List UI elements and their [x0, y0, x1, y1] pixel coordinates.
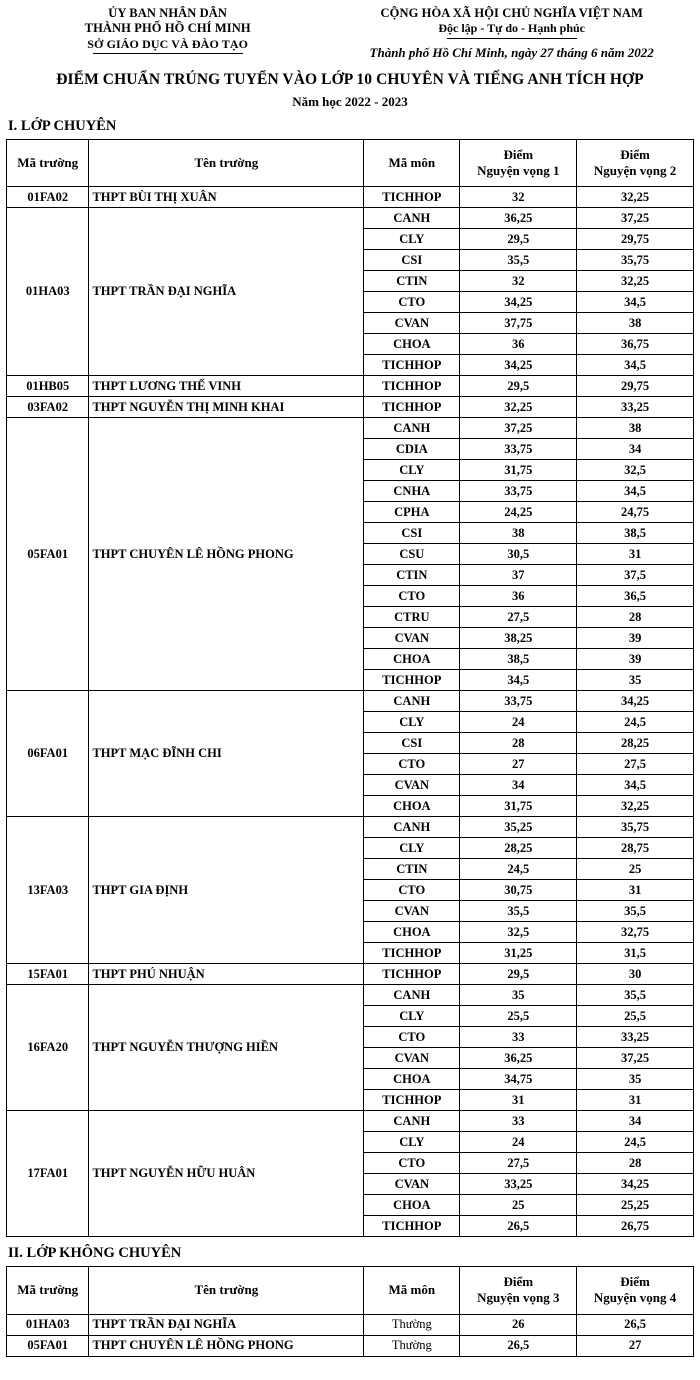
col-header-nv1-line1: Điểm: [503, 146, 534, 162]
score-nv2: 25,5: [577, 1006, 694, 1027]
score-nv1: 27,5: [460, 1153, 577, 1174]
table-row: [7, 187, 694, 208]
col-header-nv1: [460, 139, 577, 187]
subject-code: CSI: [364, 733, 460, 754]
subject-code: CLY: [364, 1006, 460, 1027]
score-nv4: 26,5: [577, 1314, 694, 1335]
score-nv1: 25,5: [460, 1006, 577, 1027]
school-name: THPT TRẦN ĐẠI NGHĨA: [89, 1314, 364, 1335]
score-nv2: 37,25: [577, 1048, 694, 1069]
col-header-nv3: [460, 1267, 577, 1315]
school-code: 01HA03: [7, 1314, 89, 1335]
header-left-block: [6, 6, 329, 61]
score-nv2: 39: [577, 649, 694, 670]
score-nv1: 38: [460, 523, 577, 544]
score-nv2: 34: [577, 1111, 694, 1132]
score-nv4: 27: [577, 1335, 694, 1356]
table-lop-chuyen: [6, 139, 694, 1238]
school-name: THPT NGUYỄN HỮU HUÂN: [89, 1111, 364, 1237]
subject-code: CVAN: [364, 775, 460, 796]
school-name: THPT PHÚ NHUẬN: [89, 964, 364, 985]
subject-code: CTO: [364, 1153, 460, 1174]
subject-code: CVAN: [364, 628, 460, 649]
table-header-row: [7, 1267, 694, 1315]
subject-code: CVAN: [364, 313, 460, 334]
score-nv1: 29,5: [460, 964, 577, 985]
subject-code: TICHHOP: [364, 187, 460, 208]
score-nv2: 35,75: [577, 817, 694, 838]
subject-code: CTO: [364, 586, 460, 607]
table-header-row: [7, 139, 694, 187]
score-nv1: 37,25: [460, 418, 577, 439]
school-name: THPT CHUYÊN LÊ HỒNG PHONG: [89, 1335, 364, 1356]
score-nv2: 39: [577, 628, 694, 649]
school-name: THPT BÙI THỊ XUÂN: [89, 187, 364, 208]
agency-line-1: ỦY BAN NHÂN DÂN: [108, 6, 228, 20]
score-nv1: 36,25: [460, 208, 577, 229]
subject-code: TICHHOP: [364, 355, 460, 376]
score-nv1: 31: [460, 1090, 577, 1111]
school-code: 16FA20: [7, 985, 89, 1111]
subject-code: TICHHOP: [364, 943, 460, 964]
page-subtitle: Năm học 2022 - 2023: [292, 93, 408, 109]
table-row: [7, 208, 694, 229]
score-nv1: 33: [460, 1111, 577, 1132]
score-nv1: 26,5: [460, 1216, 577, 1237]
subject-code: CPHA: [364, 502, 460, 523]
subject-code: CSU: [364, 544, 460, 565]
score-nv1: 35: [460, 985, 577, 1006]
score-nv1: 28: [460, 733, 577, 754]
subject-code: CNHA: [364, 481, 460, 502]
col-header-school: Tên trường: [89, 1267, 364, 1315]
subject-code: CLY: [364, 229, 460, 250]
subject-code: CVAN: [364, 1174, 460, 1195]
subject-code: CHOA: [364, 649, 460, 670]
score-nv2: 38,5: [577, 523, 694, 544]
section-heading-khong-chuyen: II. LỚP KHÔNG CHUYÊN: [8, 1245, 182, 1262]
subject-code: CDIA: [364, 439, 460, 460]
score-nv2: 35: [577, 670, 694, 691]
score-nv2: 25: [577, 859, 694, 880]
table-row: [7, 691, 694, 712]
table-row: [7, 1335, 694, 1356]
score-nv3: 26: [460, 1314, 577, 1335]
page-title: ĐIỂM CHUẨN TRÚNG TUYỂN VÀO LỚP 10 CHUYÊN VÀ TIẾNG ANH TÍCH HỢP: [56, 70, 644, 88]
subject-code: CVAN: [364, 1048, 460, 1069]
score-nv2: 31: [577, 1090, 694, 1111]
score-nv2: 37,5: [577, 565, 694, 586]
score-nv1: 33: [460, 1027, 577, 1048]
score-nv1: 34: [460, 775, 577, 796]
score-nv1: 31,75: [460, 796, 577, 817]
score-nv1: 31,75: [460, 460, 577, 481]
score-nv1: 34,25: [460, 355, 577, 376]
table-row: [7, 376, 694, 397]
score-nv1: 38,25: [460, 628, 577, 649]
subject-code: CLY: [364, 838, 460, 859]
subject-code: CLY: [364, 460, 460, 481]
score-nv2: 32,25: [577, 187, 694, 208]
school-name: THPT MẠC ĐĨNH CHI: [89, 691, 364, 817]
score-nv2: 35,5: [577, 901, 694, 922]
subject-code: TICHHOP: [364, 1090, 460, 1111]
score-nv2: 34,25: [577, 1174, 694, 1195]
score-nv2: 24,5: [577, 712, 694, 733]
score-nv2: 26,75: [577, 1216, 694, 1237]
col-header-school: Tên trường: [89, 139, 364, 187]
score-nv2: 37,25: [577, 208, 694, 229]
col-header-nv4-line2: Nguyện vọng 4: [593, 1290, 677, 1306]
document-header: [6, 6, 694, 61]
score-nv2: 32,25: [577, 796, 694, 817]
table-row: [7, 397, 694, 418]
subject-code: TICHHOP: [364, 376, 460, 397]
score-nv1: 30,75: [460, 880, 577, 901]
school-name: THPT GIA ĐỊNH: [89, 817, 364, 964]
subject-code: CANH: [364, 691, 460, 712]
subject-code: CTIN: [364, 859, 460, 880]
table-row: [7, 817, 694, 838]
subject-code: CANH: [364, 418, 460, 439]
col-header-nv3-line1: Điểm: [503, 1274, 534, 1290]
score-nv2: 24,75: [577, 502, 694, 523]
subject-code: TICHHOP: [364, 670, 460, 691]
subject-code: TICHHOP: [364, 1216, 460, 1237]
score-nv2: 32,75: [577, 922, 694, 943]
subject-code: CSI: [364, 523, 460, 544]
score-nv1: 33,75: [460, 439, 577, 460]
col-header-nv4-line1: Điểm: [620, 1274, 650, 1290]
score-nv1: 25: [460, 1195, 577, 1216]
score-nv2: 29,75: [577, 376, 694, 397]
score-nv1: 27: [460, 754, 577, 775]
subject-code: CTO: [364, 754, 460, 775]
score-nv1: 34,5: [460, 670, 577, 691]
score-nv2: 35,75: [577, 250, 694, 271]
subject-code: CLY: [364, 712, 460, 733]
school-code: 06FA01: [7, 691, 89, 817]
school-name: THPT TRẦN ĐẠI NGHĨA: [89, 208, 364, 376]
score-nv2: 34: [577, 439, 694, 460]
score-nv1: 29,5: [460, 229, 577, 250]
score-nv1: 35,5: [460, 250, 577, 271]
subject-code: CANH: [364, 1111, 460, 1132]
score-nv2: 31,5: [577, 943, 694, 964]
subject-code: CHOA: [364, 334, 460, 355]
score-nv1: 37: [460, 565, 577, 586]
score-nv1: 37,75: [460, 313, 577, 334]
score-nv2: 38: [577, 418, 694, 439]
section-heading-chuyen: I. LỚP CHUYÊN: [8, 117, 117, 134]
col-header-nv3-line2: Nguyện vọng 3: [477, 1290, 560, 1306]
score-nv1: 34,75: [460, 1069, 577, 1090]
score-nv2: 34,5: [577, 481, 694, 502]
score-nv2: 34,5: [577, 355, 694, 376]
score-nv1: 32,25: [460, 397, 577, 418]
col-header-code: Mã trường: [7, 139, 89, 187]
score-nv2: 31: [577, 880, 694, 901]
score-nv2: 38: [577, 313, 694, 334]
subject-code: CTRU: [364, 607, 460, 628]
score-nv1: 29,5: [460, 376, 577, 397]
score-nv2: 28: [577, 1153, 694, 1174]
school-name: THPT LƯƠNG THẾ VINH: [89, 376, 364, 397]
school-code: 01FA02: [7, 187, 89, 208]
col-header-nv2-line1: Điểm: [620, 146, 650, 162]
score-nv2: 35,5: [577, 985, 694, 1006]
subject-code: CANH: [364, 817, 460, 838]
score-nv2: 34,5: [577, 292, 694, 313]
score-nv1: 36: [460, 334, 577, 355]
header-right-block: [329, 6, 694, 61]
subject-code: CVAN: [364, 901, 460, 922]
school-code: 03FA02: [7, 397, 89, 418]
header-right-rule: [447, 38, 577, 39]
score-nv1: 27,5: [460, 607, 577, 628]
score-nv2: 29,75: [577, 229, 694, 250]
table-row: [7, 1314, 694, 1335]
school-code: 05FA01: [7, 418, 89, 691]
col-header-subject: Mã môn: [364, 139, 460, 187]
score-nv1: 24,25: [460, 502, 577, 523]
score-nv1: 24,5: [460, 859, 577, 880]
score-nv1: 24: [460, 1132, 577, 1153]
subject-code: CANH: [364, 985, 460, 1006]
subject-code: Thường: [364, 1314, 460, 1335]
school-name: THPT NGUYỄN THỊ MINH KHAI: [89, 397, 364, 418]
col-header-subject: Mã môn: [364, 1267, 460, 1315]
col-header-nv4: [577, 1267, 694, 1315]
school-code: 01HA03: [7, 208, 89, 376]
score-nv1: 33,75: [460, 481, 577, 502]
score-nv1: 32: [460, 271, 577, 292]
subject-code: CTO: [364, 292, 460, 313]
table-row: [7, 985, 694, 1006]
score-nv2: 33,25: [577, 1027, 694, 1048]
col-header-nv2: [577, 139, 694, 187]
school-code: 15FA01: [7, 964, 89, 985]
school-name: THPT NGUYỄN THƯỢNG HIỀN: [89, 985, 364, 1111]
score-nv2: 32,5: [577, 460, 694, 481]
score-nv1: 30,5: [460, 544, 577, 565]
agency-line-3: SỞ GIÁO DỤC VÀ ĐÀO TẠO: [87, 36, 249, 51]
national-title: CỘNG HÒA XÃ HỘI CHỦ NGHĨA VIỆT NAM: [380, 6, 643, 20]
document-date: Thành phố Hồ Chí Minh, ngày 27 tháng 6 năm 2022: [369, 44, 654, 60]
school-name: THPT CHUYÊN LÊ HỒNG PHONG: [89, 418, 364, 691]
score-nv2: 34,25: [577, 691, 694, 712]
subject-code: CHOA: [364, 922, 460, 943]
table-row: [7, 964, 694, 985]
score-nv2: 34,5: [577, 775, 694, 796]
col-header-code: Mã trường: [7, 1267, 89, 1315]
subject-code: Thường: [364, 1335, 460, 1356]
score-nv1: 35,5: [460, 901, 577, 922]
score-nv2: 35: [577, 1069, 694, 1090]
school-code: 13FA03: [7, 817, 89, 964]
subject-code: CTO: [364, 1027, 460, 1048]
table-lop-khong-chuyen: [6, 1266, 694, 1357]
score-nv1: 32: [460, 187, 577, 208]
score-nv1: 36,25: [460, 1048, 577, 1069]
score-nv1: 31,25: [460, 943, 577, 964]
table-row: [7, 1111, 694, 1132]
score-nv1: 38,5: [460, 649, 577, 670]
score-nv2: 36,5: [577, 586, 694, 607]
header-left-rule: [93, 53, 243, 54]
table-row: [7, 418, 694, 439]
subject-code: TICHHOP: [364, 964, 460, 985]
score-nv1: 32,5: [460, 922, 577, 943]
subject-code: CTO: [364, 880, 460, 901]
score-nv1: 24: [460, 712, 577, 733]
subject-code: CSI: [364, 250, 460, 271]
score-nv2: 32,25: [577, 271, 694, 292]
subject-code: CHOA: [364, 796, 460, 817]
score-nv1: 34,25: [460, 292, 577, 313]
score-nv2: 28: [577, 607, 694, 628]
score-nv1: 33,25: [460, 1174, 577, 1195]
score-nv2: 30: [577, 964, 694, 985]
score-nv3: 26,5: [460, 1335, 577, 1356]
col-header-nv1-line2: Nguyện vọng 1: [477, 162, 560, 178]
subject-code: CHOA: [364, 1195, 460, 1216]
score-nv2: 25,25: [577, 1195, 694, 1216]
agency-line-2: THÀNH PHỐ HỒ CHÍ MINH: [84, 21, 251, 36]
subject-code: CANH: [364, 208, 460, 229]
subject-code: CLY: [364, 1132, 460, 1153]
score-nv2: 28,25: [577, 733, 694, 754]
score-nv1: 28,25: [460, 838, 577, 859]
subject-code: CHOA: [364, 1069, 460, 1090]
score-nv1: 35,25: [460, 817, 577, 838]
score-nv2: 33,25: [577, 397, 694, 418]
score-nv2: 24,5: [577, 1132, 694, 1153]
subject-code: TICHHOP: [364, 397, 460, 418]
score-nv1: 36: [460, 586, 577, 607]
subject-code: CTIN: [364, 565, 460, 586]
col-header-nv2-line2: Nguyện vọng 2: [593, 162, 677, 178]
school-code: 01HB05: [7, 376, 89, 397]
score-nv2: 28,75: [577, 838, 694, 859]
score-nv2: 36,75: [577, 334, 694, 355]
school-code: 05FA01: [7, 1335, 89, 1356]
score-nv2: 27,5: [577, 754, 694, 775]
national-motto: Độc lập - Tự do - Hạnh phúc: [438, 21, 586, 36]
school-code: 17FA01: [7, 1111, 89, 1237]
score-nv2: 31: [577, 544, 694, 565]
score-nv1: 33,75: [460, 691, 577, 712]
subject-code: CTIN: [364, 271, 460, 292]
